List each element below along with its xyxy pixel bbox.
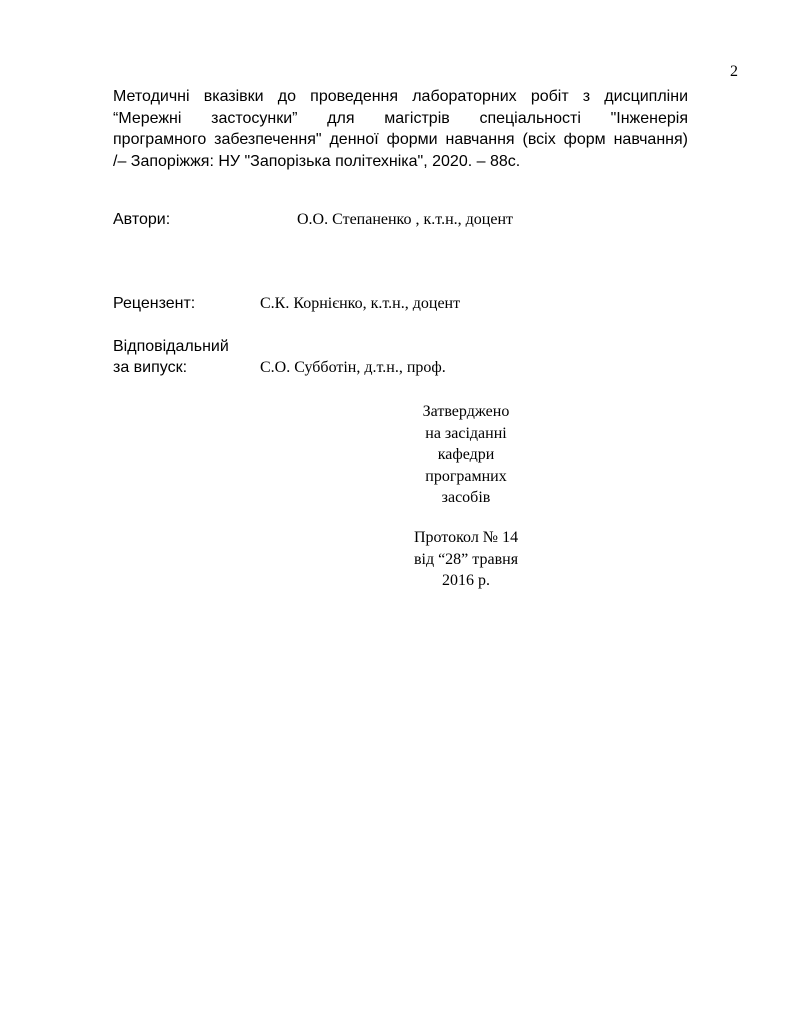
approval-line: на засіданні	[425, 424, 507, 442]
reviewer-label: Рецензент:	[113, 295, 196, 312]
bibliographic-description	[113, 86, 688, 172]
description-line: /– Запоріжжя: НУ "Запорізька політехніка", 2020. – 88с.	[113, 152, 521, 170]
reviewer-value: С.К. Корнієнко, к.т.н., доцент	[260, 295, 461, 312]
authors-label: Автори:	[113, 211, 171, 228]
approval-block	[366, 401, 566, 509]
protocol-line: Протокол № 14	[413, 529, 519, 546]
description-line: “Мережні застосунки” для магістрів спеціальності "Інженерія	[113, 109, 688, 127]
approval-line: засобів	[441, 489, 491, 506]
responsible-label-line1: Відповідальний	[113, 338, 229, 355]
protocol-line: від “28” травня	[413, 550, 519, 568]
description-line: програмного забезпечення" денної форми навчання (всіх форм навчання)	[113, 131, 688, 148]
protocol-line: 2016 р.	[442, 572, 490, 589]
authors-value: О.О. Степаненко , к.т.н., доцент	[297, 211, 513, 228]
approval-line: кафедри	[437, 446, 495, 463]
page-number: 2	[730, 63, 738, 80]
responsible-value: С.О. Субботін, д.т.н., проф.	[260, 359, 446, 376]
description-line: Методичні вказівки до проведення лабораторних робіт з дисципліни	[113, 88, 688, 105]
approval-line: Затверджено	[422, 403, 510, 420]
responsible-label-line2: за випуск:	[113, 359, 188, 376]
approval-line: програмних	[425, 467, 507, 485]
protocol-block	[366, 527, 566, 592]
